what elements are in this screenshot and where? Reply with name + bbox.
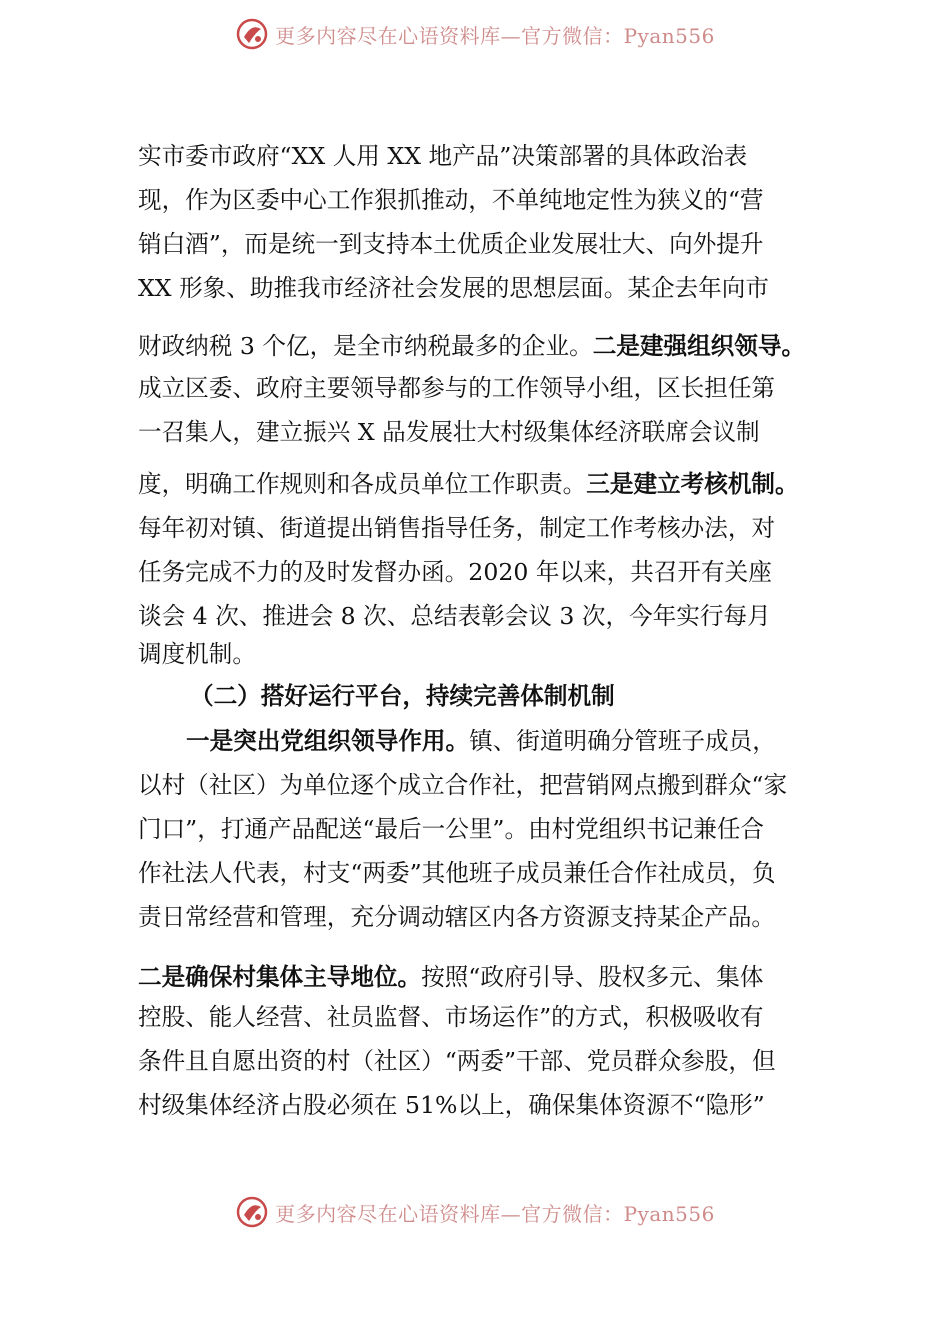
watermark-banner-top [0,14,950,54]
text-line [138,186,764,214]
text-line [138,963,764,991]
body-text: 条件且自愿出资的村（社区）“两委”干部、党员群众参股，但 [138,1047,776,1075]
text-line [138,470,799,498]
body-text: 实市委市政府“XX 人用 XX 地产品”决策部署的具体政治表 [138,142,748,170]
text-line [138,558,772,586]
text-line [186,727,776,755]
body-text: 村级集体经济占股必须在 51%以上，确保集体资源不“隐形” [138,1091,765,1119]
text-line [138,1003,764,1031]
body-text: 销白酒”，而是统一到支持本土优质企业发展壮大、向外提升 [138,230,764,258]
text-line [138,418,760,446]
body-text: 调度机制。 [138,640,256,668]
body-text: 控股、能人经营、社员监督、市场运作”的方式，积极吸收有 [138,1003,764,1031]
watermark-banner-bottom [0,1192,950,1232]
body-text: 一召集人，建立振兴 X 品发展壮大村级集体经济联席会议制 [138,418,760,446]
body-text: 成立区委、政府主要领导都参与的工作领导小组，区长担任第 [138,374,776,402]
bold-lead-text: 二是确保村集体主导地位。 [138,963,422,991]
text-line [138,815,764,843]
text-line [138,903,775,931]
text-line [138,602,771,630]
body-text: 作社法人代表，村支“两委”其他班子成员兼任合作社成员，负 [138,859,776,887]
section-heading [190,682,615,710]
text-line [138,374,775,402]
watermark-text: 更多内容尽在心语资料库—官方微信：Pyan556 [275,1201,715,1226]
logo-icon [235,1195,269,1229]
body-text: 度，明确工作规则和各成员单位工作职责。 [138,470,587,498]
body-text: 现，作为区委中心工作狠抓推动，不单纯地定性为狭义的“营 [138,186,764,214]
body-text: 每年初对镇、街道提出销售指导任务，制定工作考核办法，对 [138,514,776,542]
body-text: 门口”，打通产品配送“最后一公里”。由村党组织书记兼任合 [138,815,765,843]
text-line [138,859,776,887]
body-text: 镇、街道明确分管班子成员， [469,727,776,755]
text-line [138,514,775,542]
body-text: 责日常经营和管理，充分调动辖区内各方资源支持某企产品。 [138,903,776,931]
bold-lead-text: 三是建立考核机制。 [586,470,799,498]
text-line [138,1047,776,1075]
body-text: 财政纳税 3 个亿，是全市纳税最多的企业。 [138,332,593,360]
bold-lead-text: 一是突出党组织领导作用。 [186,727,470,755]
body-text: 按照“政府引导、股权多元、集体 [421,963,764,991]
text-line [138,332,805,360]
bold-lead-text: （二）搭好运行平台，持续完善体制机制 [190,682,615,710]
text-line [138,274,769,302]
body-text: XX 形象、助推我市经济社会发展的思想层面。某企去年向市 [138,274,769,302]
text-line [138,142,747,170]
watermark-text: 更多内容尽在心语资料库—官方微信：Pyan556 [275,23,715,48]
body-text: 以村（社区）为单位逐个成立合作社，把营销网点搬到群众“家 [138,771,788,799]
body-text: 谈会 4 次、推进会 8 次、总结表彰会议 3 次，今年实行每月 [138,602,771,630]
body-text: 任务完成不力的及时发督办函。2020 年以来，共召开有关座 [138,558,772,586]
logo-icon [235,17,269,51]
text-line [138,230,764,258]
text-line [138,1091,765,1119]
text-line [138,771,787,799]
bold-lead-text: 二是建强组织领导。 [592,332,806,360]
text-line [138,640,256,668]
